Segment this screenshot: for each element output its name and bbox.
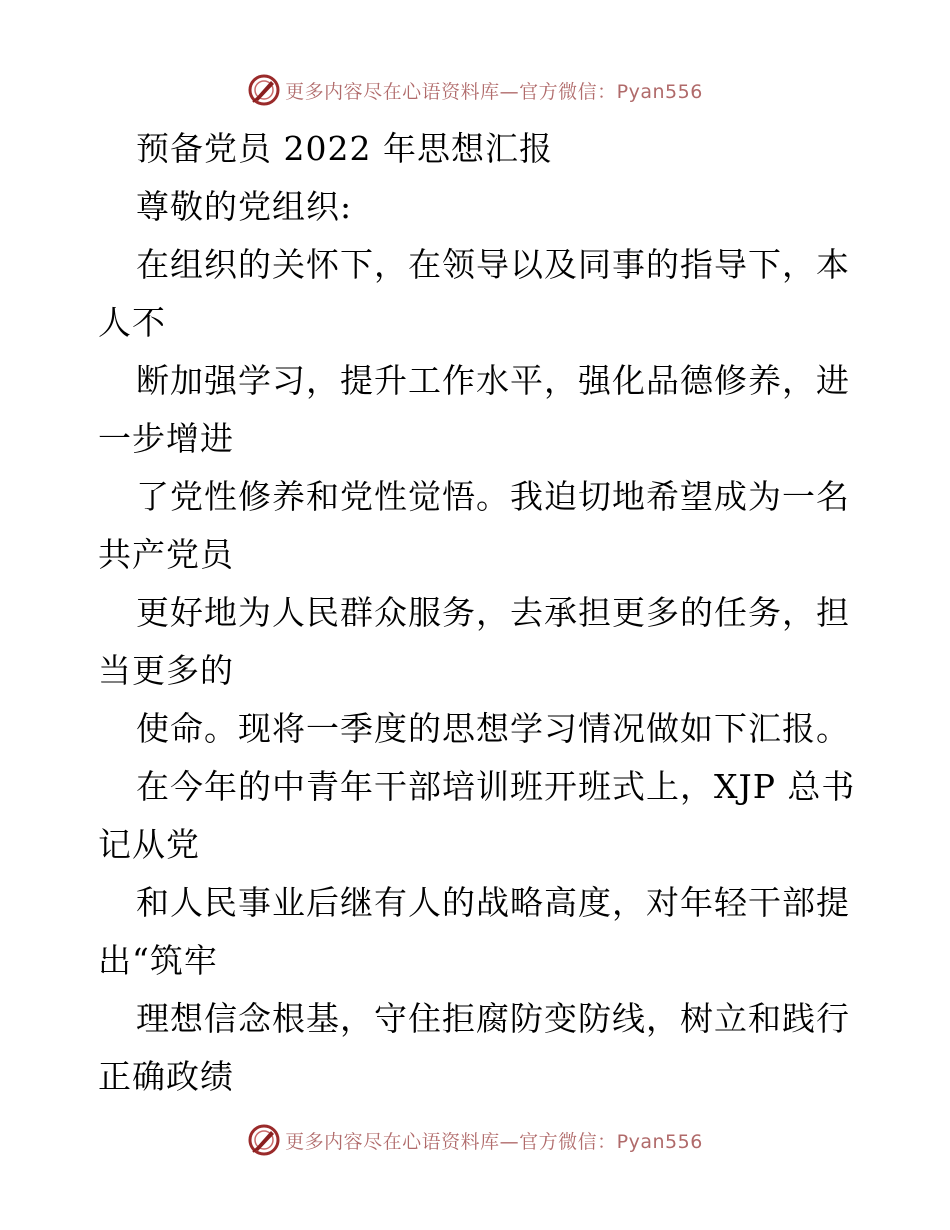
paragraph-line: 在组织的关怀下，在领导以及同事的指导下，本 xyxy=(136,245,850,284)
header-watermark xyxy=(0,70,950,110)
quill-logo-icon xyxy=(247,1123,281,1157)
document-body xyxy=(98,120,858,1106)
paragraph-line: 一步增进 xyxy=(98,419,234,458)
paragraph-line: 正确政绩 xyxy=(98,1057,234,1096)
paragraph-line: 了党性修养和党性觉悟。我迫切地希望成为一名 xyxy=(136,477,850,516)
footer-watermark xyxy=(0,1120,950,1160)
paragraph-line: 使命。现将一季度的思想学习情况做如下汇报。 xyxy=(136,709,850,748)
paragraph-line: 出“筑牢 xyxy=(98,941,218,980)
salutation: 尊敬的党组织: xyxy=(136,187,353,226)
paragraph-line: 人不 xyxy=(98,303,166,342)
paragraph-line: 理想信念根基，守住拒腐防变防线，树立和践行 xyxy=(136,999,850,1038)
paragraph-line: 当更多的 xyxy=(98,651,234,690)
watermark-text: 更多内容尽在心语资料库—官方微信：Pyan556 xyxy=(285,1130,703,1153)
paragraph-line: 记从党 xyxy=(98,825,200,864)
document-title: 预备党员 2022 年思想汇报 xyxy=(136,129,553,168)
paragraph-line: 和人民事业后继有人的战略高度，对年轻干部提 xyxy=(136,883,850,922)
paragraph-line: 共产党员 xyxy=(98,535,234,574)
paragraph-line: 更好地为人民群众服务，去承担更多的任务，担 xyxy=(136,593,850,632)
quill-logo-icon xyxy=(247,73,281,107)
paragraph-line: 断加强学习，提升工作水平，强化品德修养，进 xyxy=(136,361,850,400)
watermark-text: 更多内容尽在心语资料库—官方微信：Pyan556 xyxy=(285,80,703,103)
paragraph-line: 在今年的中青年干部培训班开班式上，XJP 总书 xyxy=(136,767,856,806)
